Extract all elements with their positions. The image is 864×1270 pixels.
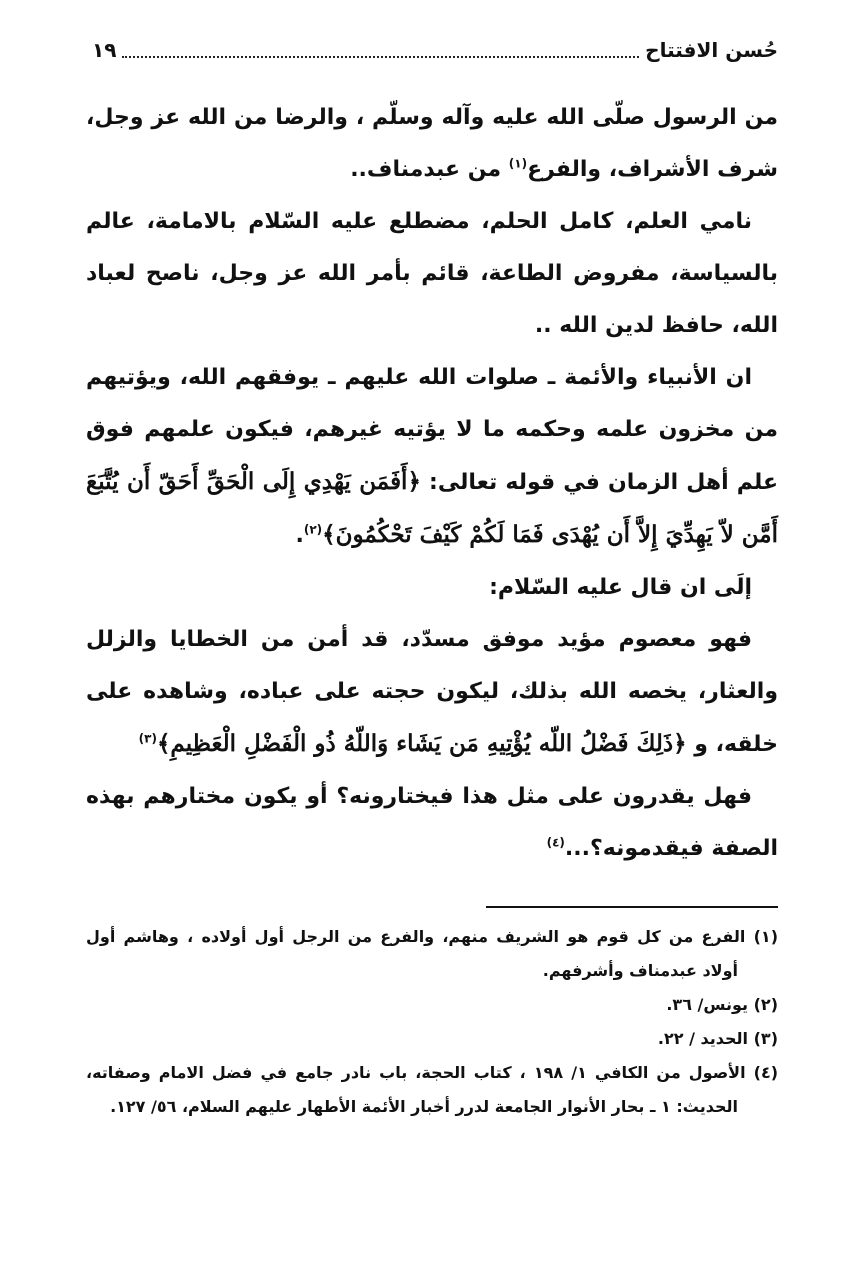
footnote-ref: (١) [508,156,528,171]
main-text [86,92,778,875]
paragraph [86,92,778,196]
paragraph-text: فهل يقدرون على مثل هذا فيختارونه؟ أو يكون مختارهم بهذه الصفة فيقدمونه؟... [86,784,778,861]
footnotes [86,920,778,1124]
paragraph-text: ان الأنبياء والأئمة ـ صلوات الله عليهم ـ يوفقهم الله، ويؤتيهم من مخزون علمه وحكمه ما لا يؤتيه غيرهم، فيكون علمهم فوق علم أهل الزمان في قوله تعالى: [86,365,778,495]
quran-verse: ﴿أَفَمَن يَهْدِي إِلَى الْحَقِّ أَحَقّ أَن يُتَّبَعَ أَمَّن لاّ يَهِدِّيَ إِلاَّ أَن يُهْدَى فَمَا لَكُمْ كَيْفَ تَحْكُمُونَ﴾ [86,468,778,548]
footnote-separator [486,906,778,908]
quran-verse: ﴿ذَلِكَ فَضْلُ اللّه يُؤْتِيهِ مَن يَشَاء وَاللّهُ ذُو الْفَضْلِ الْعَظِيمِ﴾ [156,730,687,757]
footnote: (٢) يونس/ ٣٦. [666,995,778,1014]
header-dot-leader [122,42,639,58]
paragraph-text: من الرسول صلّى الله عليه وآله وسلّم ، والرضا من الله عز وجل، شرف الأشراف، والفرع [86,105,778,182]
paragraph [86,614,778,771]
footnote: (٤) الأصول من الكافي ١/ ١٩٨ ، كتاب الحجة، باب نادر جامع في فضل الامام وصفاته، الحديث: ١ ـ بحار الأنوار الجامعة لدرر أخبار الأئمة الأطهار عليهم السلام، ٥٦/ ١٢٧. [86,1063,779,1116]
footnote: (٣) الحديد / ٢٢. [657,1029,778,1048]
paragraph: إلَى ان قال عليه السّلام: [489,575,752,600]
paragraph-text: فهو معصوم مؤيد موفق مسدّد، قد أمن من الخطايا والزلل والعثار، يخصه الله بذلك، ليكون حجته على عباده، وشاهده على خلقه، و [86,627,778,757]
footnote-ref: (٣) [138,731,157,746]
footnote: (١) الفرع من كل قوم هو الشريف منهم، والفرع من الرجل أول أولاده ، وهاشم أول أولاد عبدمناف وأشرفهم. [86,927,778,980]
footnote-ref: (٢) [303,522,323,537]
running-header [92,34,778,66]
paragraph-text: من عبدمناف.. [350,157,509,182]
paragraph: نامي العلم، كامل الحلم، مضطلع عليه السّلام بالامامة، عالم بالسياسة، مفروض الطاعة، قائم بأمر الله عز وجل، ناصح لعباد الله، حافظ لدين الله .. [86,209,778,338]
page-number: ١٩ [92,38,117,62]
running-title: حُسن الافتتاح [645,38,778,62]
paragraph: ان الأنبياء والأئمة ـ صلوات الله عليهم ـ يوفقهم الله، ويؤتيهم من مخزون علمه وحكمه ما لا يؤتيه غيرهم، فيكون علمهم فوق علم أهل الزمان في قوله تعالى: ﴿أَفَمَن يَهْدِي إِلَى الْحَقِّ أَحَقّ أَن يُتَّبَعَ أَمَّن لاّ يَهِدِّيَ إِلاَّ أَن يُهْدَى فَمَا لَكُمْ كَيْفَ تَحْكُمُونَ﴾$^{(٢)}$. [86,365,778,548]
footnote-ref: (٤) [546,835,565,850]
paragraph [86,771,778,875]
